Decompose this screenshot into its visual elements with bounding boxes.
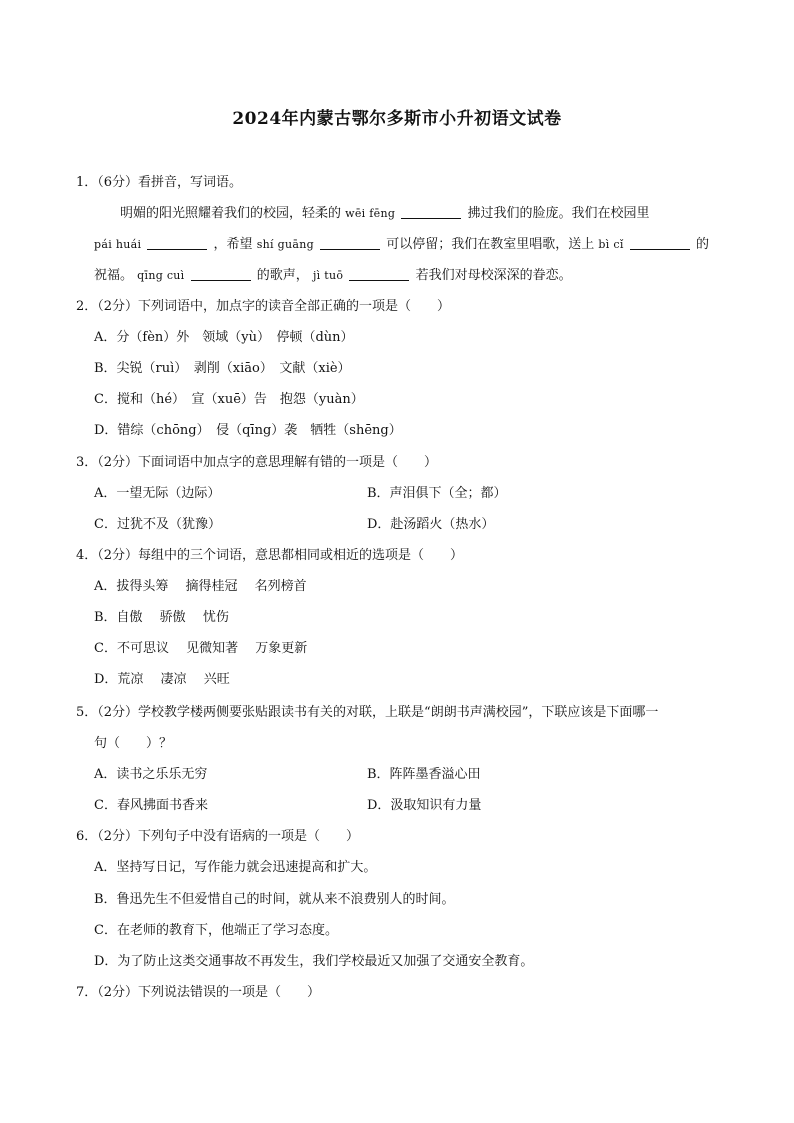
pinyin-wei-feng: wēi fēng	[345, 207, 396, 220]
pinyin-pai-huai: pái huái	[94, 238, 142, 251]
question-3-option-c[interactable]: C．过犹不及（犹豫）	[94, 517, 221, 532]
answer-blank-4[interactable]	[630, 236, 690, 250]
question-3-option-a[interactable]: A．一望无际（边际）	[94, 486, 221, 501]
question-2-stem: 2．（2分）下列词语中，加点字的读音全部正确的一项是（ ）	[76, 299, 451, 314]
text-segment: 的	[695, 237, 709, 252]
question-5-stem-cont: 句（ ）？	[94, 736, 173, 751]
question-2-option-b[interactable]: B．尖锐（ruì） 剥削（xiāo） 文献（xiè）	[94, 361, 351, 376]
question-6-option-b[interactable]: B．鲁迅先生不但爱惜自己的时间，就从来不浪费别人的时间。	[94, 892, 455, 907]
question-5-option-b[interactable]: B．阵阵墨香溢心田	[367, 767, 481, 782]
question-2-option-a[interactable]: A．分（fèn）外 领域（yù） 停顿（dùn）	[94, 330, 354, 345]
pinyin-bi-ci: bì cǐ	[598, 238, 624, 251]
text-segment: 可以停留；我们在教室里唱歌，送上	[386, 237, 595, 252]
question-6-option-c[interactable]: C．在老师的教育下，他端正了学习态度。	[94, 923, 338, 938]
question-4-option-b[interactable]: B．自傲 骄傲 忧伤	[94, 610, 229, 625]
question-1-line-2	[94, 236, 709, 254]
question-4-stem: 4．（2分）每组中的三个词语，意思都相同或相近的选项是（ ）	[76, 548, 464, 563]
question-3-option-b[interactable]: B．声泪俱下（全；都）	[367, 486, 507, 501]
question-7-stem: 7．（2分）下列说法错误的一项是（ ）	[76, 985, 321, 1000]
answer-blank-1[interactable]	[401, 205, 461, 219]
question-5-option-d[interactable]: D．汲取知识有力量	[367, 798, 482, 813]
question-1-line-3	[94, 267, 572, 285]
text-segment: 的歌声，	[256, 268, 309, 283]
question-5-option-c[interactable]: C．春风拂面书香来	[94, 798, 208, 813]
question-3-option-d[interactable]: D．赴汤蹈火（热水）	[367, 517, 495, 532]
question-4-option-d[interactable]: D．荒凉 凄凉 兴旺	[94, 672, 230, 687]
question-6-option-a[interactable]: A．坚持写日记，写作能力就会迅速提高和扩大。	[94, 860, 377, 875]
question-1-line-1	[120, 205, 650, 223]
question-2-option-d[interactable]: D．错综（chōng） 侵（qīng）袭 牺牲（shēng）	[94, 423, 402, 438]
answer-blank-2[interactable]	[147, 236, 207, 250]
question-6-stem: 6．（2分）下列句子中没有语病的一项是（ ）	[76, 829, 360, 844]
answer-blank-3[interactable]	[320, 236, 380, 250]
question-5-stem: 5．（2分）学校教学楼两侧要张贴跟读书有关的对联，上联是“朗朗书声满校园”，下联应该是下面哪一	[76, 705, 659, 720]
question-6-option-d[interactable]: D．为了防止这类交通事故不再发生，我们学校最近又加强了交通安全教育。	[94, 954, 534, 969]
pinyin-ji-tuo: jì tuō	[312, 269, 344, 282]
question-2-option-c[interactable]: C．搅和（hé） 宣（xuē）告 抱怨（yuàn）	[94, 392, 364, 407]
text-segment: 明媚的阳光照耀着我们的校园，轻柔的	[120, 206, 342, 221]
pinyin-qing-cui: qīng cuì	[137, 269, 185, 282]
answer-blank-5[interactable]	[191, 267, 251, 281]
question-4-option-c[interactable]: C．不可思议 见微知著 万象更新	[94, 641, 308, 656]
question-1-stem: 1．（6分）看拼音，写词语。	[76, 175, 243, 190]
page-title: 2024年内蒙古鄂尔多斯市小升初语文试卷	[232, 109, 562, 129]
question-3-stem: 3．（2分）下面词语中加点字的意思理解有错的一项是（ ）	[76, 455, 438, 470]
pinyin-shi-guang: shí guāng	[256, 238, 314, 251]
question-4-option-a[interactable]: A．拔得头筹 摘得桂冠 名列榜首	[94, 579, 307, 594]
text-segment: 拂过我们的脸庞。我们在校园里	[467, 206, 650, 221]
text-segment: 祝福。	[94, 268, 134, 283]
text-segment: 若我们对母校深深的眷恋。	[415, 268, 572, 283]
text-segment: ，希望	[213, 237, 253, 252]
question-5-option-a[interactable]: A．读书之乐乐无穷	[94, 767, 208, 782]
answer-blank-6[interactable]	[349, 267, 409, 281]
